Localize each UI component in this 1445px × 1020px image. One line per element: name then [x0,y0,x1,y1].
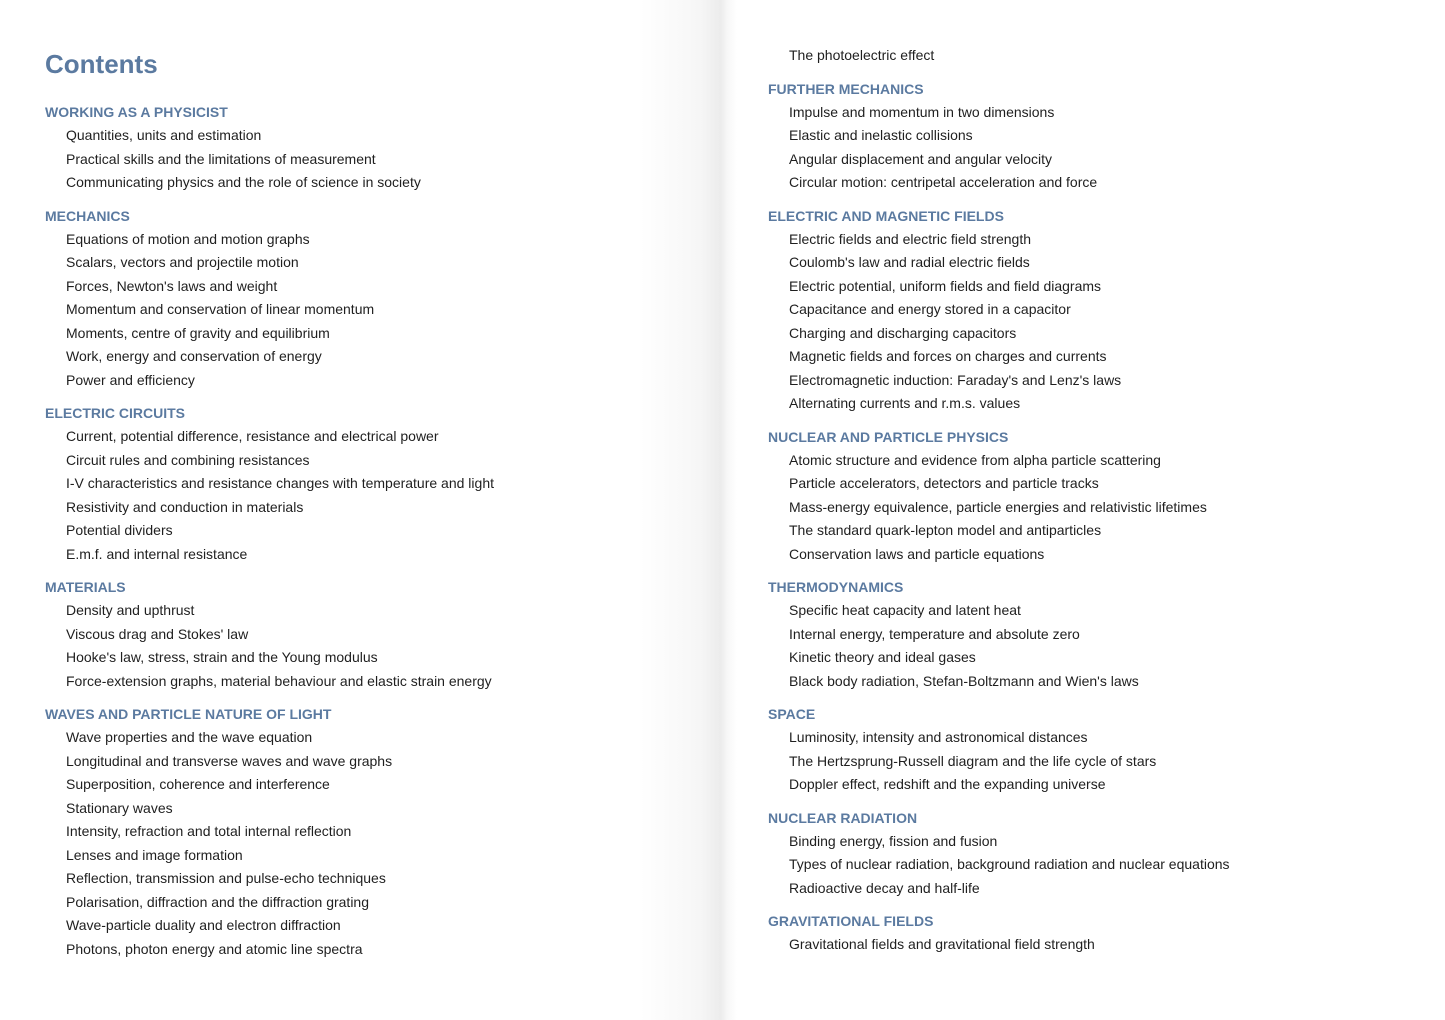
contents-entry[interactable]: Current, potential difference, resistance and electrical power [66,428,439,444]
contents-entry[interactable]: Particle accelerators, detectors and particle tracks [789,475,1099,491]
section-gravitational-fields [768,911,1230,957]
contents-entry[interactable]: Moments, centre of gravity and equilibrium [66,324,330,341]
contents-entry[interactable]: Photons, photon energy and atomic line spectra [66,940,363,957]
section-items [768,830,1230,901]
contents-entry[interactable]: The standard quark-lepton model and antiparticles [789,522,1102,538]
right-sections [768,79,1230,957]
contents-entry[interactable]: Internal energy, temperature and absolute zero [789,625,1080,642]
contents-entry[interactable]: Momentum and conservation of linear momentum [66,301,375,317]
section-electric-circuits [45,403,494,566]
contents-entry[interactable]: Alternating currents and r.m.s. values [789,395,1021,411]
section-heading: GRAVITATIONAL FIELDS [768,913,934,929]
section-heading: NUCLEAR RADIATION [768,809,918,826]
section-heading: MATERIALS [45,579,126,595]
section-items [768,933,1230,957]
contents-entry[interactable]: Black body radiation, Stefan-Boltzmann and Wien's laws [789,672,1139,689]
contents-entry[interactable]: Equations of motion and motion graphs [66,230,310,247]
contents-entry[interactable]: Density and upthrust [66,602,195,618]
contents-entry[interactable]: I-V characteristics and resistance changes with temperature and light [66,475,494,491]
contents-entry[interactable]: Electric potential, uniform fields and field diagrams [789,277,1102,294]
section-items [45,228,494,393]
contents-entry[interactable]: Intensity, refraction and total internal reflection [66,823,352,839]
contents-entry[interactable]: Stationary waves [66,799,173,816]
section-items [768,101,1230,195]
section-items [768,599,1230,693]
contents-entry[interactable]: Reflection, transmission and pulse-echo techniques [66,870,386,886]
contents-entry[interactable]: Scalars, vectors and projectile motion [66,254,299,270]
contents-entry[interactable]: Coulomb's law and radial electric fields [789,254,1030,270]
section-items [45,599,494,693]
contents-entry[interactable]: Electromagnetic induction: Faraday's and Lenz's laws [789,371,1122,388]
contents-entry[interactable]: Magnetic fields and forces on charges and currents [789,348,1107,364]
section-mechanics [45,206,494,393]
section-heading: FURTHER MECHANICS [768,80,924,97]
contents-entry[interactable]: Impulse and momentum in two dimensions [789,103,1055,120]
contents-entry[interactable]: Lenses and image formation [66,846,243,863]
page-title: Contents [45,49,158,79]
contents-entry[interactable]: Circular motion: centripetal acceleration and force [789,174,1098,190]
section-nuclear-radiation [768,808,1230,901]
section-items [45,425,494,566]
section-working-as-a-physicist [45,102,494,195]
contents-entry[interactable]: Polarisation, diffraction and the diffraction grating [66,893,370,910]
contents-entry[interactable]: Resistivity and conduction in materials [66,498,304,515]
section-heading: ELECTRIC AND MAGNETIC FIELDS [768,207,1004,224]
contents-entry[interactable]: Electric fields and electric field strength [789,230,1031,247]
contents-entry[interactable]: Doppler effect, redshift and the expanding universe [789,776,1106,792]
contents-entry[interactable]: Capacitance and energy stored in a capacitor [789,301,1071,317]
continued-section [768,44,1230,68]
contents-entry[interactable]: The Hertzsprung-Russell diagram and the life cycle of stars [789,752,1157,769]
section-items [768,449,1230,567]
section-items [45,726,494,961]
left-sections [45,102,494,961]
contents-entry[interactable]: Communicating physics and the role of science in society [66,174,421,190]
contents-entry[interactable]: E.m.f. and internal resistance [66,545,248,562]
contents-entry[interactable]: Specific heat capacity and latent heat [789,602,1021,618]
continued-items [768,44,1230,68]
section-heading: THERMODYNAMICS [768,579,904,595]
contents-entry[interactable]: Power and efficiency [66,371,195,388]
section-items [45,124,494,195]
contents-entry[interactable]: Angular displacement and angular velocity [789,150,1053,167]
contents-entry[interactable]: Charging and discharging capacitors [789,324,1017,341]
contents-entry[interactable]: Forces, Newton's laws and weight [66,277,278,294]
contents-entry[interactable]: Elastic and inelastic collisions [789,127,973,143]
contents-entry[interactable]: Circuit rules and combining resistances [66,451,310,468]
section-materials [45,577,494,693]
contents-entry[interactable]: Potential dividers [66,522,173,538]
contents-entry[interactable]: Longitudinal and transverse waves and wave graphs [66,752,393,769]
contents-entry[interactable]: Wave-particle duality and electron diffraction [66,917,341,933]
right-column [768,44,1230,957]
contents-entry[interactable]: Kinetic theory and ideal gases [789,649,976,665]
section-heading: NUCLEAR AND PARTICLE PHYSICS [768,428,1009,445]
contents-entry[interactable]: Practical skills and the limitations of measurement [66,150,376,167]
contents-entry[interactable]: Wave properties and the wave equation [66,729,313,745]
section-heading: MECHANICS [45,207,130,224]
contents-entry[interactable]: Hooke's law, stress, strain and the Young modulus [66,649,378,665]
contents-entry[interactable]: Quantities, units and estimation [66,127,262,143]
section-heading: WORKING AS A PHYSICIST [45,104,228,120]
contents-entry[interactable]: Types of nuclear radiation, background radiation and nuclear equations [789,856,1230,872]
section-nuclear-and-particle-physics [768,427,1230,567]
section-items [768,726,1230,797]
contents-entry[interactable]: Superposition, coherence and interference [66,776,330,792]
section-waves-and-particle-nature-of-light [45,704,494,961]
contents-entry[interactable]: Work, energy and conservation of energy [66,348,322,364]
contents-entry[interactable]: Atomic structure and evidence from alpha particle scattering [789,451,1161,468]
section-space [768,704,1230,797]
contents-entry[interactable]: The photoelectric effect [789,47,935,63]
contents-entry[interactable]: Viscous drag and Stokes' law [66,625,249,642]
section-thermodynamics [768,577,1230,693]
section-heading: SPACE [768,706,816,722]
left-column [45,48,494,961]
section-heading: ELECTRIC CIRCUITS [45,405,185,421]
section-further-mechanics [768,79,1230,195]
contents-entry[interactable]: Force-extension graphs, material behaviour and elastic strain energy [66,672,492,689]
section-electric-and-magnetic-fields [768,206,1230,416]
contents-entry[interactable]: Luminosity, intensity and astronomical distances [789,729,1088,745]
contents-entry[interactable]: Mass-energy equivalence, particle energies and relativistic lifetimes [789,498,1207,515]
contents-entry[interactable]: Binding energy, fission and fusion [789,832,998,849]
section-items [768,228,1230,416]
contents-entry[interactable]: Radioactive decay and half-life [789,879,980,896]
contents-entry[interactable]: Conservation laws and particle equations [789,545,1045,562]
section-heading: WAVES AND PARTICLE NATURE OF LIGHT [45,706,332,722]
contents-entry[interactable]: Gravitational fields and gravitational field strength [789,936,1095,952]
